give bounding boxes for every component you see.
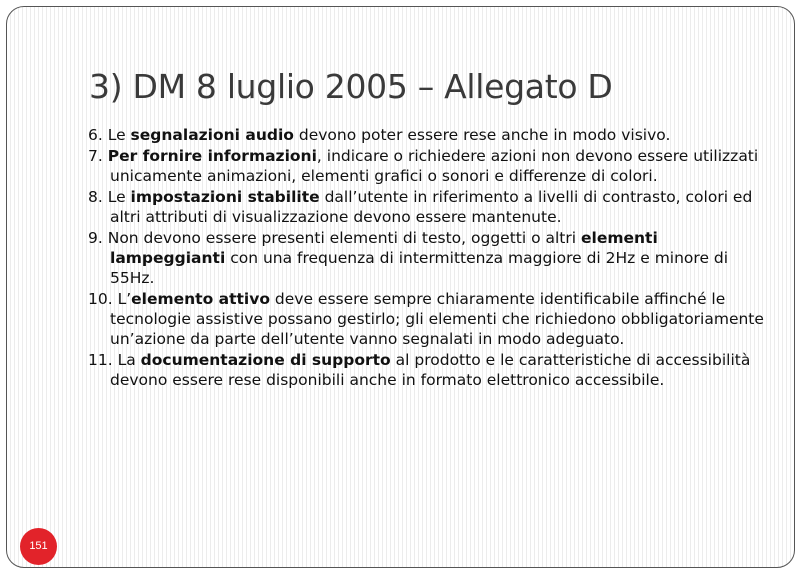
item-text: al prodotto e le caratteristiche di accessibilità devono essere rese disponibili anche in formato elettronico accessibile. bbox=[110, 351, 751, 389]
item-number: 11. bbox=[88, 351, 118, 369]
item-keyword: segnalazioni audio bbox=[130, 126, 294, 144]
item-keyword: elemento attivo bbox=[131, 290, 270, 308]
item-number: 8. bbox=[88, 188, 108, 206]
item-text: dall’utente in riferimento a livelli di contrasto, colori ed altri attributi di visualizzazione devono essere mantenute. bbox=[110, 188, 753, 226]
item-text: devono poter essere rese anche in modo visivo. bbox=[293, 126, 671, 144]
item-keyword: Per fornire informazioni bbox=[107, 147, 317, 165]
list-item bbox=[88, 187, 768, 227]
list-item bbox=[88, 228, 768, 288]
item-number: 6. bbox=[88, 126, 108, 144]
item-text: , indicare o richiedere azioni non devono essere utilizzati unicamente animazioni, elementi grafici o sonori e differenze di colori. bbox=[110, 147, 759, 185]
list-item bbox=[88, 146, 768, 186]
list-item bbox=[88, 350, 768, 390]
item-number: 7. bbox=[88, 147, 108, 165]
item-text: deve essere sempre chiaramente identificabile affinché le tecnologie assistive possano gestirlo; gli elementi che richiedono obbligatoriamente un’azione da parte dell’utente vanno segnalati in modo adeguato. bbox=[110, 290, 764, 348]
item-number: 10. bbox=[88, 290, 118, 308]
slide-frame bbox=[6, 6, 795, 568]
item-keyword: elementi lampeggianti bbox=[110, 229, 658, 267]
item-keyword: impostazioni stabilite bbox=[130, 188, 320, 206]
item-text: con una frequenza di intermittenza maggiore di 2Hz e minore di 55Hz. bbox=[110, 249, 729, 287]
item-text: Le bbox=[107, 188, 131, 206]
item-keyword: documentazione di supporto bbox=[140, 351, 391, 369]
page-number-badge: 151 bbox=[20, 528, 57, 565]
slide-title: 3) DM 8 luglio 2005 – Allegato D bbox=[89, 67, 613, 106]
item-number: 9. bbox=[88, 229, 108, 247]
item-text: La bbox=[117, 351, 141, 369]
item-text: L’ bbox=[117, 290, 132, 308]
rule-list bbox=[88, 125, 768, 391]
list-item bbox=[88, 289, 768, 349]
item-text: Le bbox=[107, 126, 131, 144]
item-text: Non devono essere presenti elementi di testo, oggetti o altri bbox=[107, 229, 581, 247]
list-item bbox=[88, 125, 768, 145]
